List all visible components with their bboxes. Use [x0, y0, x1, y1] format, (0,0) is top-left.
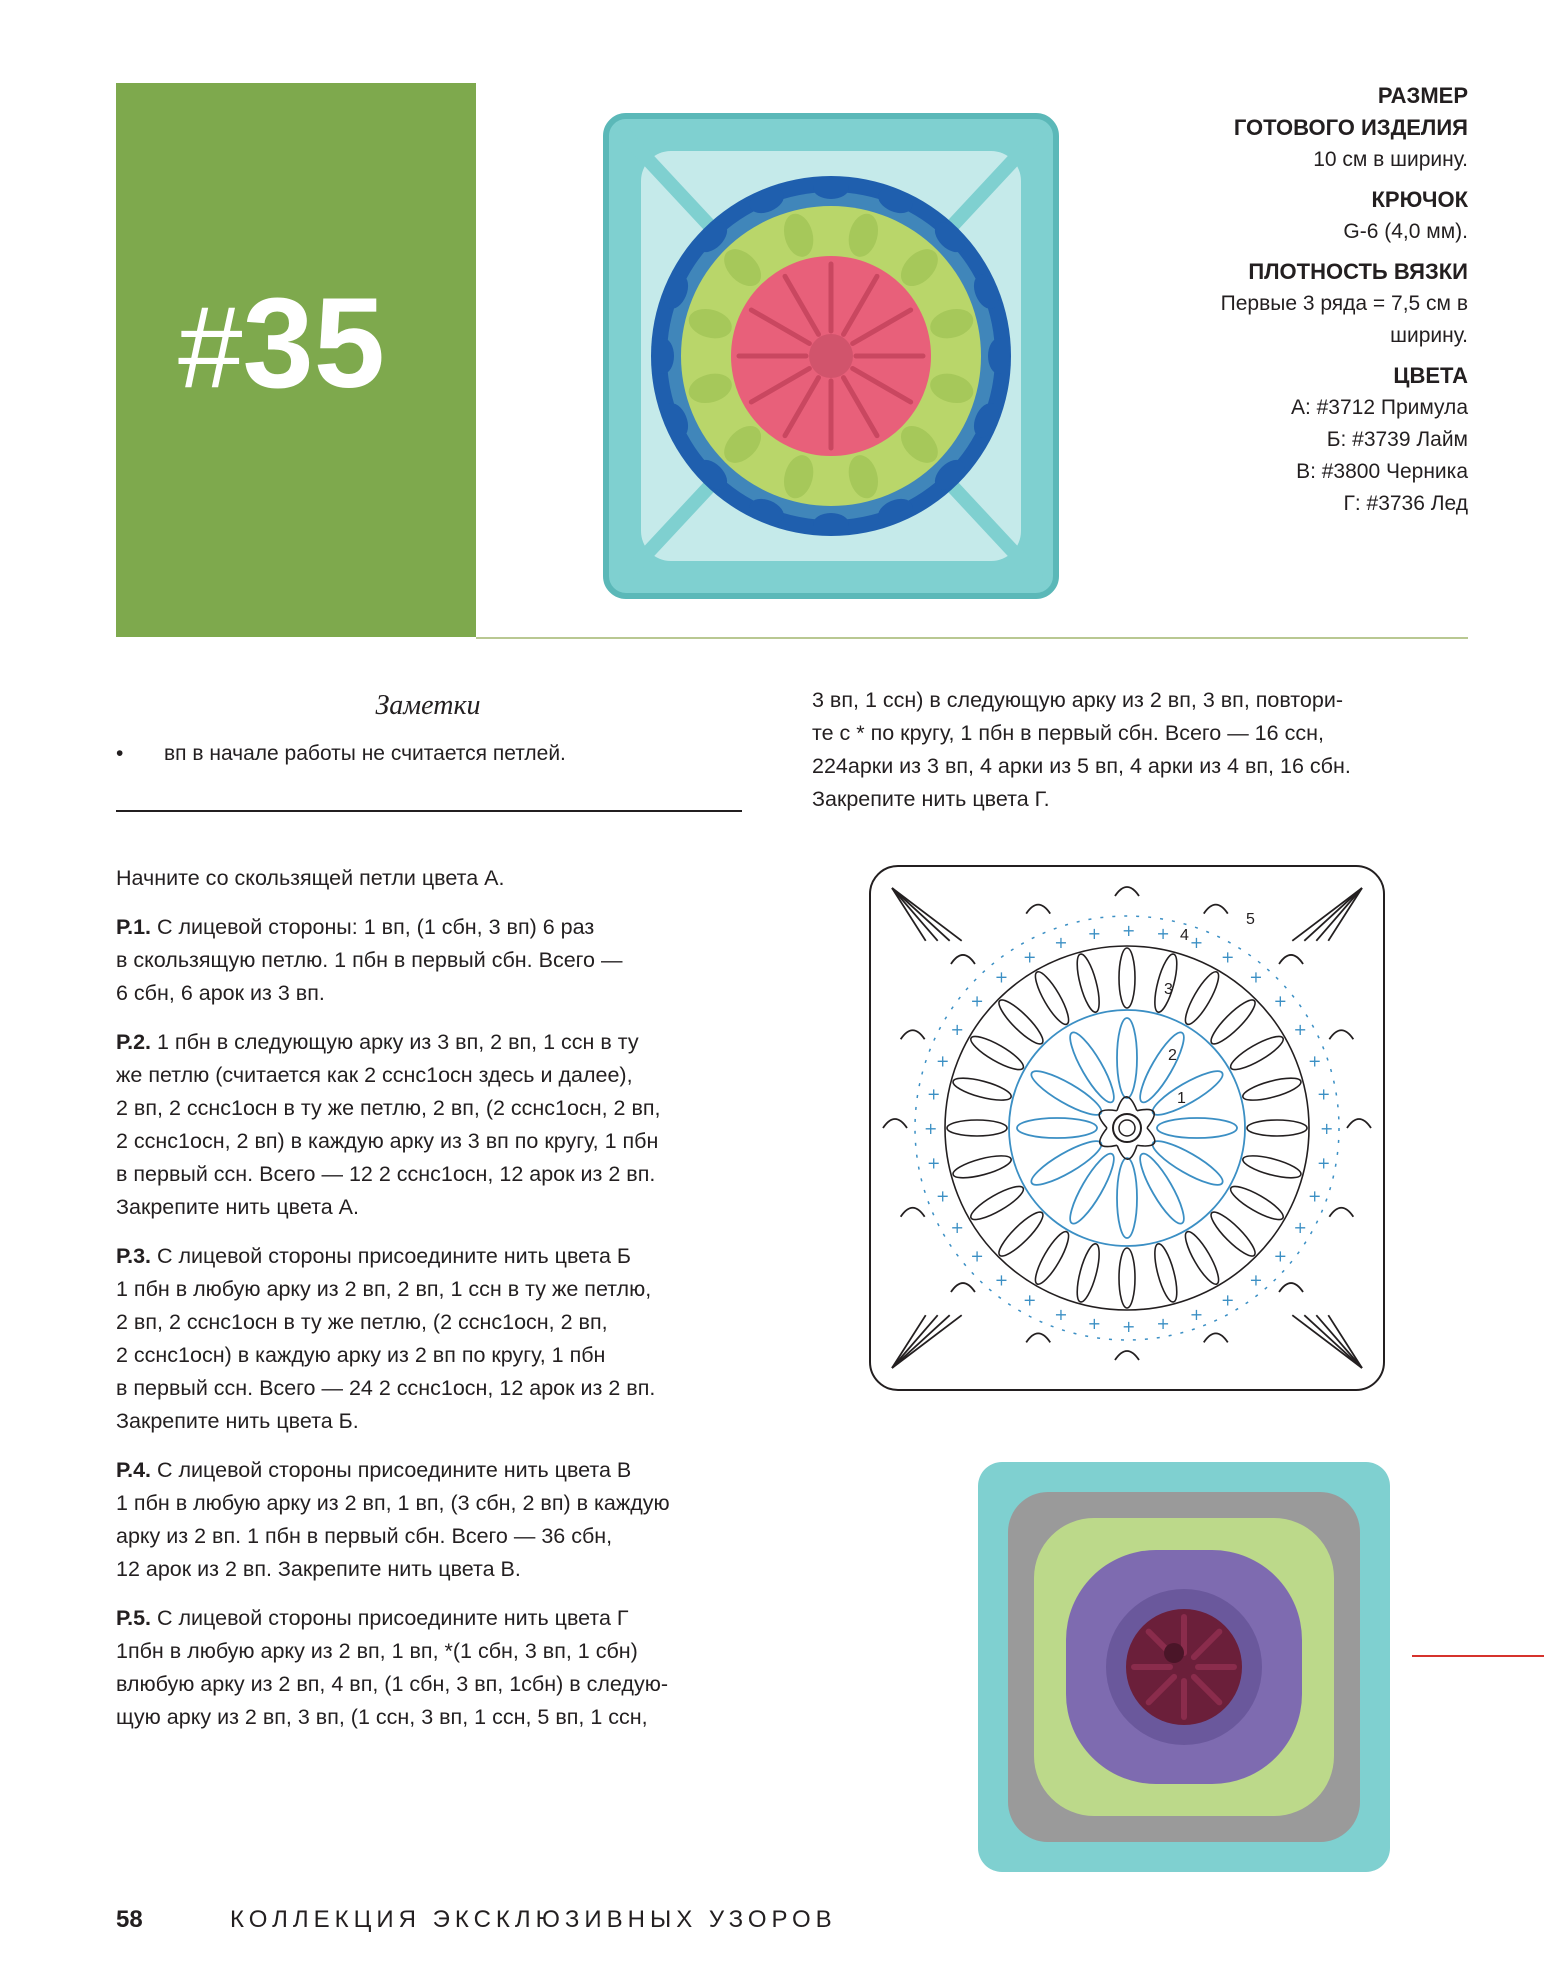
gauge-value-2: ширину.	[1390, 324, 1468, 347]
svg-text:+: +	[970, 1246, 984, 1266]
svg-text:+: +	[924, 1119, 938, 1138]
svg-text:+: +	[1122, 921, 1136, 940]
diagram-label-4: 4	[1180, 927, 1189, 944]
svg-text:+: +	[994, 1270, 1009, 1290]
intro-text: Начните со скользящей петли цвета А.	[116, 866, 505, 890]
crochet-chart	[862, 858, 1392, 1398]
svg-text:+: +	[1054, 1305, 1068, 1325]
bullet: •	[116, 742, 124, 765]
svg-text:+: +	[1023, 1290, 1037, 1310]
row-label: Р.4.	[116, 1458, 152, 1482]
row-1: Р.1. С лицевой стороны: 1 вп, (1 сбн, 3 вп) 6 раз в скользящую петлю. 1 пбн в первый сбн. Всего — 6 сбн, 6 арок из 3 вп.	[116, 915, 623, 1005]
color-d: Г: #3736 Лед	[1343, 492, 1468, 515]
svg-text:+: +	[1221, 947, 1235, 967]
svg-text:+: +	[927, 1084, 941, 1104]
diagram-label-2: 2	[1168, 1047, 1177, 1064]
hook-heading: КРЮЧОК	[1371, 187, 1468, 212]
diagram-label-3: 3	[1164, 981, 1173, 998]
svg-text:+: +	[1316, 1084, 1331, 1104]
granny-square-photo	[586, 96, 1076, 616]
svg-text:+: +	[927, 1153, 941, 1173]
notes-title: Заметки	[375, 690, 481, 721]
color-c: В: #3800 Черника	[1296, 460, 1468, 483]
svg-text:+: +	[1273, 991, 1288, 1011]
notes-divider	[116, 810, 742, 812]
notes-item	[116, 742, 566, 766]
row-5: Р.5. С лицевой стороны присоедините нить цвета Г 1пбн в любую арку из 2 вп, 1 вп, *(1 сбн, 3 вп, 1 сбн) влюбую арку из 2 вп, 4 вп, (1 сбн, 3 вп, 1сбн) в следую- щую арку из 2 вп, 3 вп, (1 ссн, 3 вп, 1 ссн, 5 вп, 1 ссн,	[116, 1606, 668, 1729]
svg-text:+: +	[1293, 1020, 1307, 1039]
notes-item-text: вп в начале работы не считается петлей.	[164, 742, 566, 765]
accent-line	[1412, 1655, 1544, 1657]
colors-heading: ЦВЕТА	[1393, 363, 1468, 388]
variant-square-photo	[974, 1458, 1394, 1876]
svg-text:+: +	[994, 967, 1009, 987]
svg-text:+: +	[950, 1218, 964, 1237]
svg-text:+: +	[935, 1186, 950, 1206]
row-2: Р.2. 1 пбн в следующую арку из 3 вп, 2 вп, 1 ссн в ту же петлю (считается как 2 сснс1осн здесь и далее), 2 вп, 2 сснс1осн в ту же петлю, 2 вп, (2 сснс1осн, 2 вп, 2 сснс1осн, 2 вп) в каждую арку из 3 вп по кругу, 1 пбн в первый ссн. Всего — 12 2 сснс1осн, 12 арок из 2 вп. Закрепите нить цвета А.	[116, 1030, 661, 1219]
svg-text:+: +	[1316, 1153, 1331, 1173]
size-value: 10 см в ширину.	[1313, 148, 1468, 171]
pattern-number: #35	[178, 272, 385, 415]
hook-value: G-6 (4,0 мм).	[1343, 220, 1468, 243]
svg-text:+: +	[1249, 967, 1263, 987]
gauge-heading: ПЛОТНОСТЬ ВЯЗКИ	[1248, 259, 1468, 284]
size-heading: РАЗМЕР	[1377, 83, 1468, 108]
svg-text:+: +	[1320, 1119, 1334, 1138]
svg-text:+: +	[1293, 1218, 1307, 1237]
running-title: КОЛЛЕКЦИЯ ЭКСКЛЮЗИВНЫХ УЗОРОВ	[230, 1906, 837, 1933]
row-4: Р.4. С лицевой стороны присоедините нить цвета В 1 пбн в любую арку из 2 вп, 1 вп, (3 сбн, 2 вп) в каждую арку из 2 вп. 1 пбн в первый сбн. Всего — 36 сбн, 12 арок из 2 вп. Закрепите нить цвета В.	[116, 1458, 670, 1581]
svg-text:+: +	[1156, 1313, 1170, 1333]
svg-text:+: +	[1087, 924, 1102, 944]
page-number: 58	[116, 1906, 143, 1933]
svg-text:+: +	[1023, 947, 1037, 967]
row-3: Р.3. С лицевой стороны присоедините нить цвета Б 1 пбн в любую арку из 2 вп, 2 вп, 1 ссн в ту же петлю, 2 вп, 2 сснс1осн в ту же петлю, (2 сснс1осн, 2 вп, 2 сснс1осн) в каждую арку из 2 вп по кругу, 1 пбн в первый ссн. Всего — 24 2 сснс1осн, 12 арок из 2 вп. Закрепите нить цвета Б.	[116, 1244, 656, 1433]
instructions-column	[116, 862, 776, 1750]
svg-text:+: +	[970, 991, 984, 1011]
svg-text:+: +	[950, 1020, 964, 1039]
color-a: А: #3712 Примула	[1290, 396, 1468, 419]
svg-text:+: +	[1221, 1290, 1235, 1310]
svg-text:+: +	[1156, 924, 1170, 944]
svg-text:+: +	[1308, 1051, 1322, 1071]
row-label: Р.5.	[116, 1606, 152, 1630]
svg-text:+: +	[1189, 932, 1204, 952]
svg-text:+: +	[1189, 1305, 1204, 1325]
pattern-specs	[1128, 80, 1468, 520]
svg-text:+: +	[1249, 1270, 1263, 1290]
instructions-continuation: 3 вп, 1 ссн) в следующую арку из 2 вп, 3 вп, повтори- те с * по кругу, 1 пбн в первый сбн. Всего — 16 ссн, 224арки из 3 вп, 4 арки из 5 вп, 4 арки из 4 вп, 16 сбн. Закрепите нить цвета Г.	[812, 688, 1351, 811]
row-label: Р.3.	[116, 1244, 152, 1268]
svg-text:+: +	[1308, 1186, 1322, 1206]
diagram-label-5: 5	[1246, 911, 1255, 928]
header-divider	[476, 637, 1468, 639]
svg-text:+: +	[1273, 1246, 1288, 1266]
color-b: Б: #3739 Лайм	[1326, 428, 1468, 451]
size-heading-2: ГОТОВОГО ИЗДЕЛИЯ	[1233, 115, 1468, 140]
gauge-value: Первые 3 ряда = 7,5 см в	[1220, 292, 1468, 315]
row-label: Р.2.	[116, 1030, 152, 1054]
svg-text:+: +	[1122, 1317, 1136, 1336]
diagram-label-1: 1	[1177, 1090, 1186, 1107]
svg-text:+: +	[1054, 932, 1068, 952]
row-label: Р.1.	[116, 915, 152, 939]
svg-text:+: +	[1087, 1313, 1102, 1333]
svg-text:+: +	[935, 1051, 950, 1071]
